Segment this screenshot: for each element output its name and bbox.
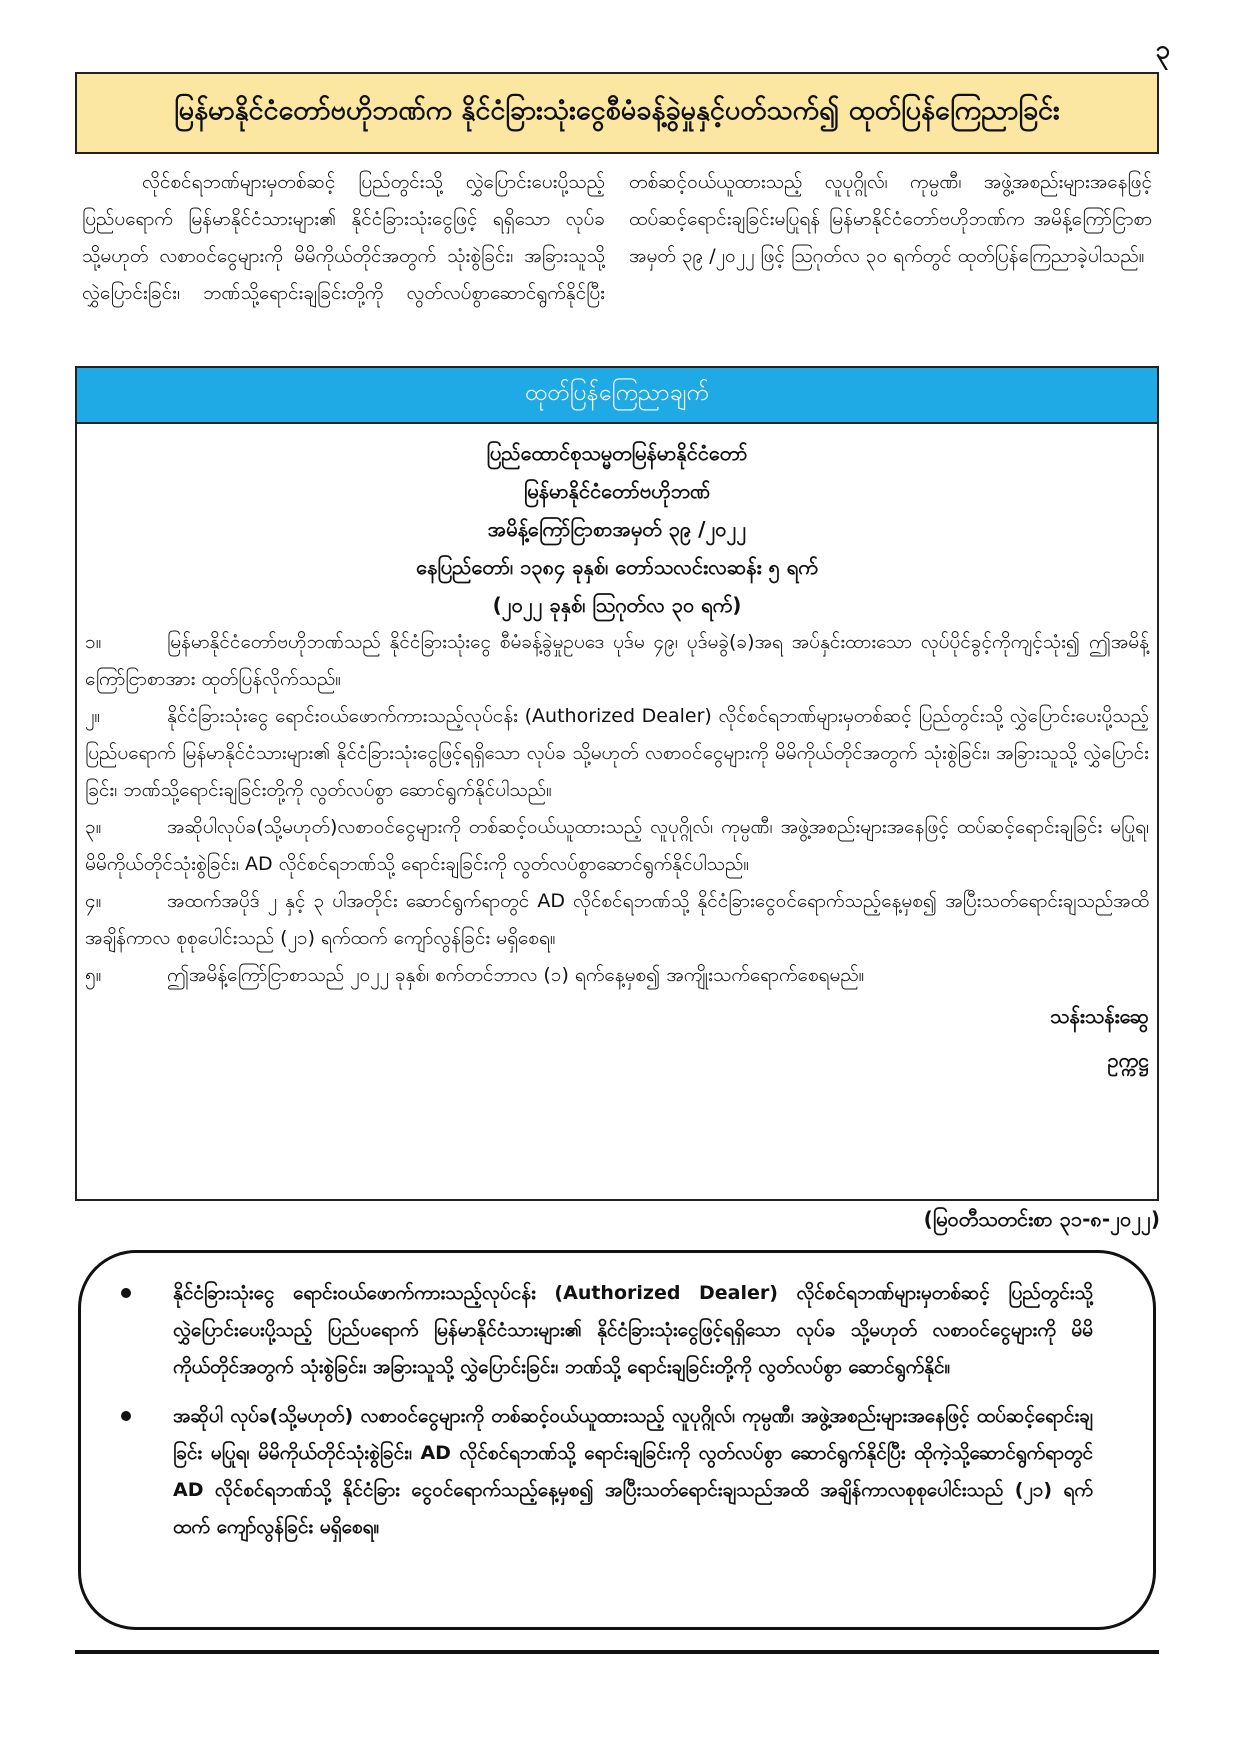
notice-heading-line: အမိန့်ကြော်ငြာစာအမှတ် ၃၉ /၂၀၂၂	[487, 517, 747, 541]
notice-box	[75, 366, 1159, 1201]
notice-heading	[77, 434, 1157, 624]
page-number: ၃	[1155, 35, 1170, 65]
clause-text: ဤအမိန့်ကြော်ငြာစာသည် ၂၀၂၂ ခုနှစ်၊ စက်တင်ဘာလ (၁) ရက်နေ့မှစ၍ အကျိုးသက်ရောက်စေရမည်။	[167, 964, 865, 986]
notice-heading-line: နေပြည်တော်၊ ၁၃၈၄ ခုနှစ်၊ တော်သလင်းလဆန်း ၅ ရက်	[416, 555, 818, 579]
clause-number: ၅။	[85, 964, 102, 986]
notice-clauses	[77, 624, 1157, 994]
clause-1	[85, 624, 1149, 698]
clause-2	[85, 698, 1149, 809]
summary-item	[121, 1275, 1093, 1386]
page-title: မြန်မာနိုင်ငံတော်ဗဟိုဘဏ်က နိုင်ငံခြားသုံးငွေစီမံခန့်ခွဲမှုနှင့်ပတ်သက်၍ ထုတ်ပြန်ကြေညာခြင်း	[75, 72, 1159, 154]
bullet-icon	[121, 1411, 131, 1421]
bottom-divider	[75, 1650, 1159, 1654]
summary-box	[78, 1250, 1156, 1630]
clause-4	[85, 883, 1149, 957]
signature-name: သန်းသန်းဆွေ	[1050, 1004, 1149, 1028]
signature-title: ဥက္ကဋ္ဌ	[1107, 1048, 1149, 1072]
clause-number: ၄။	[85, 890, 102, 912]
clause-number: ၃။	[85, 816, 102, 838]
signature-block	[77, 994, 1157, 1082]
bullet-icon	[121, 1288, 131, 1298]
summary-text: နိုင်ငံခြားသုံးငွေ ရောင်းဝယ်ဖောက်ကားသည့်လုပ်ငန်း (Authorized Dealer) လိုင်စင်ရဘဏ်များမှတစ်ဆင့် ပြည်တွင်းသို့ လွှဲပြောင်းပေးပို့သည့် ပြည်ပရောက် မြန်မာနိုင်ငံသားများ၏ နိုင်ငံခြားသုံးငွေဖြင့်ရရှိသော လုပ်ခ သို့မဟုတ် လစာဝင်ငွေများကို မိမိကိုယ်တိုင်အတွက် သုံးစွဲခြင်း၊ အခြားသူသို့ လွှဲပြောင်းခြင်း၊ ဘဏ်သို့ ရောင်းချခြင်းတို့ကို လွတ်လပ်စွာ ဆောင်ရွက်နိုင်။	[173, 1282, 1093, 1378]
summary-item	[121, 1398, 1093, 1546]
clause-text: အဆိုပါလုပ်ခ(သို့မဟုတ်)လစာဝင်ငွေများကို တစ်ဆင့်ဝယ်ယူထားသည့် လူပုဂ္ဂိုလ်၊ ကုမ္ပဏီ၊ အဖွဲ့အစည်းများအနေဖြင့် ထပ်ဆင့်ရောင်းချခြင်း မပြုရ၊ မိမိကိုယ်တိုင်သုံးစွဲခြင်း၊ AD လိုင်စင်ရဘဏ်သို့ ရောင်းချခြင်းကို လွတ်လပ်စွာဆောင်ရွက်နိုင်ပါသည်။	[85, 816, 1149, 875]
summary-text: အဆိုပါ လုပ်ခ(သို့မဟုတ်) လစာဝင်ငွေများကို တစ်ဆင့်ဝယ်ယူထားသည့် လူပုဂ္ဂိုလ်၊ ကုမ္ပဏီ၊ အဖွဲ့အစည်းများအနေဖြင့် ထပ်ဆင့်ရောင်းချခြင်း မပြုရ၊ မိမိကိုယ်တိုင်သုံးစွဲခြင်း၊ AD လိုင်စင်ရဘဏ်သို့ ရောင်းချခြင်းကို လွတ်လပ်စွာ ဆောင်ရွက်နိုင်ပြီး ထိုကဲ့သို့ဆောင်ရွက်ရာတွင် AD လိုင်စင်ရဘဏ်သို့ နိုင်ငံခြား ငွေဝင်ရောက်သည့်နေ့မှစ၍ အပြီးသတ်ရောင်းချသည်အထိ အချိန်ကာလစုစုပေါင်းသည် (၂၁) ရက်ထက် ကျော်လွန်ခြင်း မရှိစေရ။	[173, 1405, 1093, 1538]
intro-paragraph	[82, 164, 1152, 364]
clause-text: နိုင်ငံခြားသုံးငွေ ရောင်းဝယ်ဖောက်ကားသည့်လုပ်ငန်း (Authorized Dealer) လိုင်စင်ရဘဏ်များမှတစ်ဆင့် ပြည်တွင်းသို့ လွှဲပြောင်းပေးပို့သည့် ပြည်ပရောက် မြန်မာနိုင်ငံသားများ၏ နိုင်ငံခြားသုံးငွေဖြင့်ရရှိသော လုပ်ခ သို့မဟုတ် လစာဝင်ငွေများကို မိမိကိုယ်တိုင်အတွက် သုံးစွဲခြင်း၊ အခြားသူသို့ လွှဲပြောင်းခြင်း၊ ဘဏ်သို့ရောင်းချခြင်းတို့ကို လွတ်လပ်စွာ ဆောင်ရွက်နိုင်ပါသည်။	[85, 705, 1149, 801]
clause-text: အထက်အပိုဒ် ၂ နှင့် ၃ ပါအတိုင်း ဆောင်ရွက်ရာတွင် AD လိုင်စင်ရဘဏ်သို့ နိုင်ငံခြားငွေဝင်ရောက်သည့်နေ့မှစ၍ အပြီးသတ်ရောင်းချသည်အထိ အချိန်ကာလ စုစုပေါင်းသည် (၂၁) ရက်ထက် ကျော်လွန်ခြင်း မရှိစေရ။	[85, 890, 1149, 949]
clause-number: ၂။	[85, 705, 101, 727]
clause-text: မြန်မာနိုင်ငံတော်ဗဟိုဘဏ်သည် နိုင်ငံခြားသုံးငွေ စီမံခန့်ခွဲမှုဥပဒေ ပုဒ်မ ၄၉၊ ပုဒ်မခွဲ(ခ)အရ အပ်နှင်းထားသော လုပ်ပိုင်ခွင့်ကိုကျင့်သုံး၍ ဤအမိန့်ကြော်ငြာစာအား ထုတ်ပြန်လိုက်သည်။	[85, 631, 1149, 690]
notice-header: ထုတ်ပြန်ကြေညာချက်	[77, 368, 1157, 424]
source-citation: (မြဝတီသတင်းစာ ၃၁-၈-၂၀၂၂)	[923, 1207, 1160, 1231]
notice-heading-line: မြန်မာနိုင်ငံတော်ဗဟိုဘဏ်	[523, 479, 711, 503]
intro-text: လိုင်စင်ရဘဏ်များမှတစ်ဆင့် ပြည်တွင်းသို့ လွှဲပြောင်းပေးပို့သည့် ပြည်ပရောက် မြန်မာနိုင်ငံသားများ၏ နိုင်ငံခြားသုံးငွေဖြင့် ရရှိသော လုပ်ခ သို့မဟုတ် လစာဝင်ငွေများကို မိမိကိုယ်တိုင်အတွက် သုံးစွဲခြင်း၊ အခြားသူသို့လွှဲပြောင်းခြင်း၊ ဘဏ်သို့ရောင်းချခြင်းတို့ကို လွတ်လပ်စွာဆောင်ရွက်နိုင်ပြီး တစ်ဆင့်ဝယ်ယူထားသည့် လူပုဂ္ဂိုလ်၊ ကုမ္ပဏီ၊ အဖွဲ့အစည်းများအနေဖြင့် ထပ်ဆင့်ရောင်းချခြင်းမပြုရန် မြန်မာနိုင်ငံတော်ဗဟိုဘဏ်က အမိန့်ကြော်ငြာစာအမှတ် ၃၉ /၂၀၂၂ ဖြင့် ဩဂုတ်လ ၃၀ ရက်တွင် ထုတ်ပြန်ကြေညာခဲ့ပါသည်။	[82, 171, 1152, 304]
clause-3	[85, 809, 1149, 883]
clause-number: ၁။	[85, 631, 102, 653]
notice-heading-line: ပြည်ထောင်စုသမ္မတမြန်မာနိုင်ငံတော်	[486, 441, 748, 465]
clause-5	[85, 957, 1149, 994]
notice-heading-line: (၂၀၂၂ ခုနှစ်၊ ဩဂုတ်လ ၃၀ ရက်)	[492, 593, 742, 617]
summary-list	[121, 1275, 1093, 1546]
